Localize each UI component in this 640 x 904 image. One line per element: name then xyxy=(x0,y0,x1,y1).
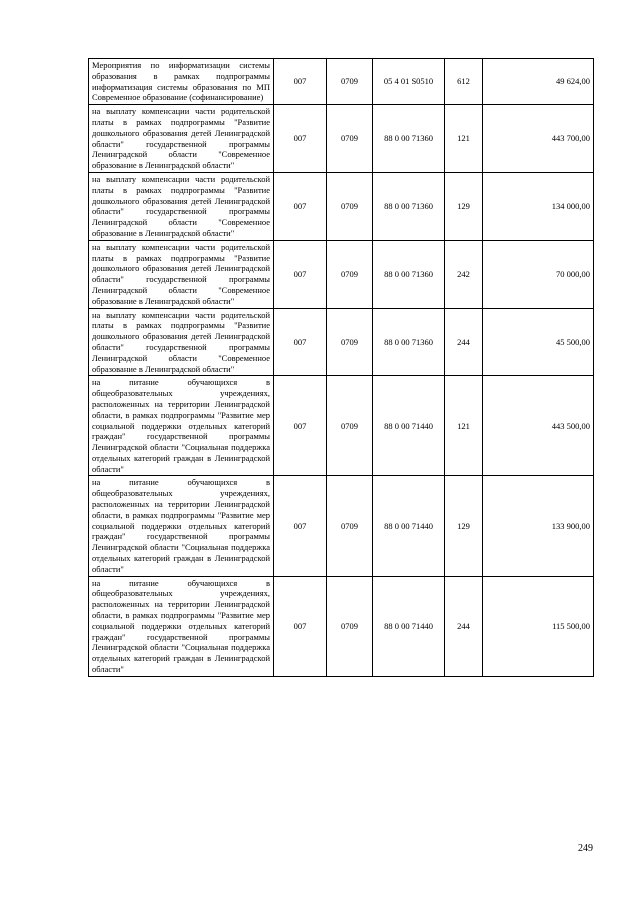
row-target-article: 88 0 00 71440 xyxy=(373,576,445,676)
table-row xyxy=(89,476,594,576)
table-row xyxy=(89,59,594,105)
row-target-article: 88 0 00 71360 xyxy=(373,105,445,173)
row-target-article: 88 0 00 71360 xyxy=(373,172,445,240)
row-amount: 70 000,00 xyxy=(483,240,594,308)
row-expense-type: 242 xyxy=(445,240,483,308)
row-target-article: 88 0 00 71440 xyxy=(373,376,445,476)
table-row xyxy=(89,308,594,376)
row-description: на выплату компенсации части родительской платы в рамках подпрограммы "Развитие дошкольного образования детей Ленинградской области" государственной программы Ленинградской области "Современное образование в Ленинградской области" xyxy=(89,308,274,376)
row-amount: 133 900,00 xyxy=(483,476,594,576)
row-description: на выплату компенсации части родительской платы в рамках подпрограммы "Развитие дошкольного образования детей Ленинградской области" государственной программы Ленинградской области "Современное образование в Ленинградской области" xyxy=(89,172,274,240)
row-ministry-code: 007 xyxy=(274,376,327,476)
row-description: на питание обучающихся в общеобразовательных учреждениях, расположенных на территории Ленинградской области, в рамках подпрограммы "Развитие мер социальной поддержки отдельных категорий граждан" государственной программы Ленинградской области "Социальная поддержка отдельных категорий граждан в Ленинградской области" xyxy=(89,376,274,476)
row-section-code: 0709 xyxy=(327,240,373,308)
row-target-article: 05 4 01 S0510 xyxy=(373,59,445,105)
row-amount: 115 500,00 xyxy=(483,576,594,676)
table-row xyxy=(89,376,594,476)
row-description: Мероприятия по информатизации системы образования в рамках подпрограммы информатизация системы образования по МП Современное образование (софинансирование) xyxy=(89,59,274,105)
table-row xyxy=(89,172,594,240)
row-target-article: 88 0 00 71360 xyxy=(373,308,445,376)
row-amount: 134 000,00 xyxy=(483,172,594,240)
row-amount: 45 500,00 xyxy=(483,308,594,376)
table-row xyxy=(89,240,594,308)
row-expense-type: 129 xyxy=(445,172,483,240)
page-number: 249 xyxy=(578,843,593,854)
row-section-code: 0709 xyxy=(327,576,373,676)
row-ministry-code: 007 xyxy=(274,59,327,105)
row-expense-type: 612 xyxy=(445,59,483,105)
row-ministry-code: 007 xyxy=(274,308,327,376)
row-description: на выплату компенсации части родительской платы в рамках подпрограммы "Развитие дошкольного образования детей Ленинградской области" государственной программы Ленинградской области "Современное образование в Ленинградской области" xyxy=(89,240,274,308)
row-amount: 49 624,00 xyxy=(483,59,594,105)
row-description: на питание обучающихся в общеобразовательных учреждениях, расположенных на территории Ленинградской области, в рамках подпрограммы "Развитие мер социальной поддержки отдельных категорий граждан" государственной программы Ленинградской области "Социальная поддержка отдельных категорий граждан в Ленинградской области" xyxy=(89,576,274,676)
row-expense-type: 244 xyxy=(445,308,483,376)
row-description: на выплату компенсации части родительской платы в рамках подпрограммы "Развитие дошкольного образования детей Ленинградской области" государственной программы Ленинградской области "Современное образование в Ленинградской области" xyxy=(89,105,274,173)
row-amount: 443 500,00 xyxy=(483,376,594,476)
row-expense-type: 244 xyxy=(445,576,483,676)
row-section-code: 0709 xyxy=(327,308,373,376)
row-expense-type: 129 xyxy=(445,476,483,576)
row-description: на питание обучающихся в общеобразовательных учреждениях, расположенных на территории Ленинградской области, в рамках подпрограммы "Развитие мер социальной поддержки отдельных категорий граждан" государственной программы Ленинградской области "Социальная поддержка отдельных категорий граждан в Ленинградской области" xyxy=(89,476,274,576)
row-section-code: 0709 xyxy=(327,105,373,173)
row-section-code: 0709 xyxy=(327,172,373,240)
row-target-article: 88 0 00 71360 xyxy=(373,240,445,308)
row-section-code: 0709 xyxy=(327,476,373,576)
row-ministry-code: 007 xyxy=(274,172,327,240)
row-section-code: 0709 xyxy=(327,59,373,105)
row-section-code: 0709 xyxy=(327,376,373,476)
row-target-article: 88 0 00 71440 xyxy=(373,476,445,576)
row-ministry-code: 007 xyxy=(274,240,327,308)
budget-table xyxy=(88,58,594,677)
row-ministry-code: 007 xyxy=(274,105,327,173)
row-ministry-code: 007 xyxy=(274,476,327,576)
row-amount: 443 700,00 xyxy=(483,105,594,173)
table-row xyxy=(89,576,594,676)
row-expense-type: 121 xyxy=(445,376,483,476)
row-ministry-code: 007 xyxy=(274,576,327,676)
table-row xyxy=(89,105,594,173)
row-expense-type: 121 xyxy=(445,105,483,173)
